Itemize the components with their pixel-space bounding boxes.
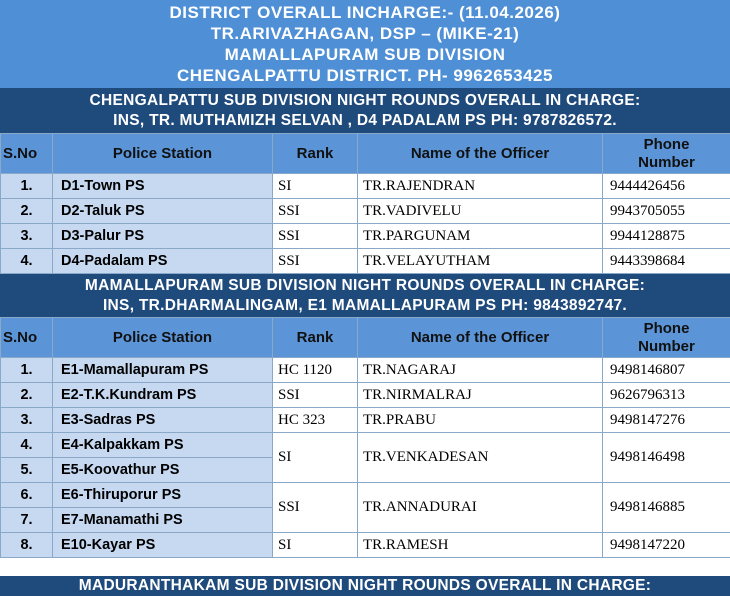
phone-number: 9626796313: [603, 383, 730, 408]
row-number: 7.: [1, 508, 53, 533]
police-station: E5-Koovathur PS: [53, 458, 273, 483]
mamallapuram-table: [0, 317, 730, 558]
row-number: 1.: [1, 174, 53, 199]
table-row: [1, 433, 730, 458]
police-station: E3-Sadras PS: [53, 408, 273, 433]
table-header-row: [1, 134, 730, 174]
rank: SSI: [273, 383, 358, 408]
phone-number: 9498147276: [603, 408, 730, 433]
row-number: 6.: [1, 483, 53, 508]
rank: SSI: [273, 483, 358, 533]
table-row: [1, 483, 730, 508]
police-station: E4-Kalpakkam PS: [53, 433, 273, 458]
officer-name: TR.PRABU: [358, 408, 603, 433]
officer-name: TR.RAJENDRAN: [358, 174, 603, 199]
officer-name: TR.ANNADURAI: [358, 483, 603, 533]
phone-number: 9444426456: [603, 174, 730, 199]
row-number: 3.: [1, 224, 53, 249]
header-line-3: MAMALLAPURAM SUB DIVISION: [0, 44, 730, 65]
table-row: [1, 174, 730, 199]
phone-number: 9498146498: [603, 433, 730, 483]
table-row: [1, 358, 730, 383]
police-station: D3-Palur PS: [53, 224, 273, 249]
table-row: [1, 249, 730, 274]
officer-name: TR.NIRMALRAJ: [358, 383, 603, 408]
rank: SI: [273, 174, 358, 199]
row-number: 4.: [1, 433, 53, 458]
police-station: E2-T.K.Kundram PS: [53, 383, 273, 408]
chengalpattu-section-banner: [0, 88, 730, 133]
section-incharge: INS, TR.DHARMALINGAM, E1 MAMALLAPURAM PS PH: 9843892747.: [0, 296, 730, 316]
table-row: [1, 408, 730, 433]
col-sno: S.No: [1, 318, 53, 358]
row-number: 2.: [1, 383, 53, 408]
rank: SSI: [273, 224, 358, 249]
officer-name: TR.PARGUNAM: [358, 224, 603, 249]
police-station: E6-Thiruporur PS: [53, 483, 273, 508]
phone-number: 9498146885: [603, 483, 730, 533]
table-header-row: [1, 318, 730, 358]
col-rank: Rank: [273, 318, 358, 358]
table-row: [1, 199, 730, 224]
col-officer: Name of the Officer: [358, 318, 603, 358]
table-row: [1, 533, 730, 558]
col-phone: Phone Number: [603, 134, 730, 174]
police-station: E10-Kayar PS: [53, 533, 273, 558]
header-line-1: DISTRICT OVERALL INCHARGE:- (11.04.2026): [0, 2, 730, 23]
police-station: D1-Town PS: [53, 174, 273, 199]
phone-number: 9498147220: [603, 533, 730, 558]
phone-number: 9944128875: [603, 224, 730, 249]
rank: SI: [273, 433, 358, 483]
police-station: D4-Padalam PS: [53, 249, 273, 274]
col-station: Police Station: [53, 318, 273, 358]
header-line-4: CHENGALPATTU DISTRICT. PH- 9962653425: [0, 65, 730, 86]
col-sno: S.No: [1, 134, 53, 174]
mamallapuram-section-banner: [0, 274, 730, 317]
police-station: D2-Taluk PS: [53, 199, 273, 224]
rank: SSI: [273, 199, 358, 224]
police-station: E7-Manamathi PS: [53, 508, 273, 533]
officer-name: TR.VADIVELU: [358, 199, 603, 224]
row-number: 1.: [1, 358, 53, 383]
maduranthakam-section-banner: [0, 576, 730, 596]
phone-number: 9943705055: [603, 199, 730, 224]
row-number: 2.: [1, 199, 53, 224]
section-title: CHENGALPATTU SUB DIVISION NIGHT ROUNDS OVERALL IN CHARGE:: [0, 91, 730, 111]
row-number: 4.: [1, 249, 53, 274]
rank: SI: [273, 533, 358, 558]
row-number: 5.: [1, 458, 53, 483]
section-title: MAMALLAPURAM SUB DIVISION NIGHT ROUNDS OVERALL IN CHARGE:: [0, 276, 730, 296]
police-station: E1-Mamallapuram PS: [53, 358, 273, 383]
section-incharge: INS, TR. MUTHAMIZH SELVAN , D4 PADALAM PS PH: 9787826572.: [0, 111, 730, 131]
rank: HC 1120: [273, 358, 358, 383]
table-row: [1, 383, 730, 408]
col-phone: Phone Number: [603, 318, 730, 358]
section-title: MADURANTHAKAM SUB DIVISION NIGHT ROUNDS OVERALL IN CHARGE:: [0, 576, 730, 596]
row-number: 8.: [1, 533, 53, 558]
col-station: Police Station: [53, 134, 273, 174]
officer-name: TR.RAMESH: [358, 533, 603, 558]
col-rank: Rank: [273, 134, 358, 174]
rank: SSI: [273, 249, 358, 274]
header-line-2: TR.ARIVAZHAGAN, DSP – (MIKE-21): [0, 23, 730, 44]
officer-name: TR.VENKADESAN: [358, 433, 603, 483]
chengalpattu-table: [0, 133, 730, 274]
table-row: [1, 224, 730, 249]
phone-number: 9443398684: [603, 249, 730, 274]
officer-name: TR.NAGARAJ: [358, 358, 603, 383]
officer-name: TR.VELAYUTHAM: [358, 249, 603, 274]
rank: HC 323: [273, 408, 358, 433]
phone-number: 9498146807: [603, 358, 730, 383]
row-number: 3.: [1, 408, 53, 433]
col-officer: Name of the Officer: [358, 134, 603, 174]
district-header: [0, 0, 730, 88]
